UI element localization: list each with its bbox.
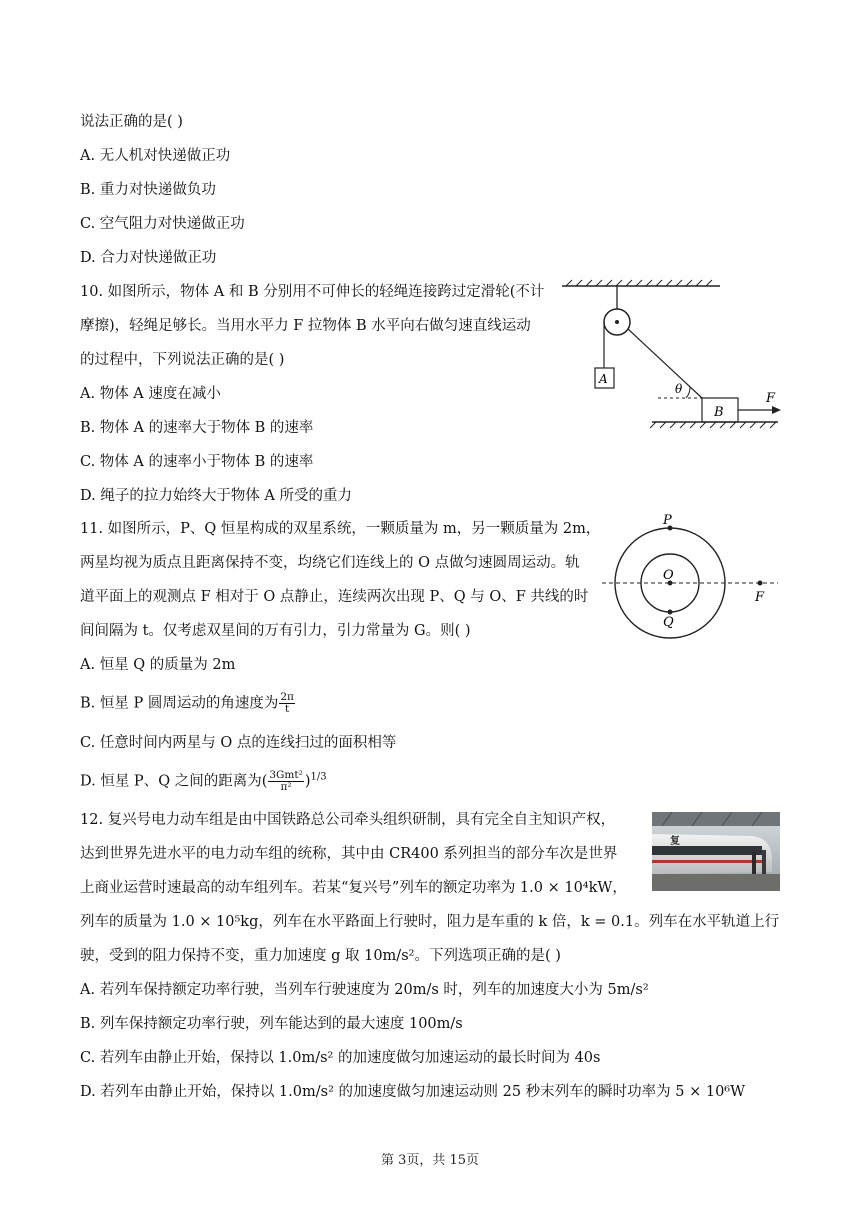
q11-stem-line-3: 道平面上的观测点 F 相对于 O 点静止，连续两次出现 P、Q 与 O、F 共线的时 (80, 589, 589, 605)
q12-option-a: A. 若列车保持额定功率行驶，当列车行驶速度为 20m/s 时，列车的加速度大小为 5m/s² (80, 982, 649, 998)
fraction-denominator: π² (280, 781, 292, 793)
fraction-numerator: 3Gmt² (269, 769, 303, 781)
q10-option-c: C. 物体 A 的速率小于物体 B 的速率 (80, 454, 314, 470)
q10-stem-line-3: 的过程中，下列说法正确的是( ) (80, 352, 285, 368)
q12-stem-line-4: 列车的质量为 1.0 × 10⁵kg，列车在水平路面上行驶时，阻力是车重的 k 倍，k = 0.1。列车在水平轨道上行 (80, 914, 780, 930)
q12-stem-line-2: 达到世界先进水平的电力动车组的统称，其中由 CR400 系列担当的部分车次是世界 (80, 846, 618, 862)
q9-option-d: D. 合力对快递做正功 (80, 250, 217, 266)
binary-star-diagram (600, 512, 790, 647)
fraction-denominator: t (285, 703, 290, 715)
q11-option-b (80, 692, 296, 715)
angular-velocity-fraction (279, 692, 295, 715)
q10-option-b: B. 物体 A 的速率大于物体 B 的速率 (80, 420, 314, 436)
q10-stem-line-2: 摩擦)，轻绳足够长。当用水平力 F 拉物体 B 水平向右做匀速直线运动 (80, 318, 531, 334)
q11-option-b-text: B. 恒星 P 圆周运动的角速度为 (80, 695, 279, 712)
q10-option-d: D. 绳子的拉力始终大于物体 A 所受的重力 (80, 488, 353, 504)
q12-stem-line-5: 驶，受到的阻力保持不变，重力加速度 g 取 10m/s²。下列选项正确的是( ) (80, 948, 561, 964)
observer-f-label: F (755, 590, 765, 605)
closing-paren: ) (304, 773, 311, 790)
fraction-numerator: 2π (280, 691, 294, 703)
block-a-label: A (599, 372, 608, 386)
theta-label: θ (675, 382, 683, 396)
distance-fraction (268, 770, 303, 793)
q11-stem-line-2: 两星均视为质点且距离保持不变，均绕它们连线上的 O 点做匀速圆周运动。轨 (80, 555, 580, 571)
block-b-label: B (714, 405, 724, 420)
q11-option-a: A. 恒星 Q 的质量为 2m (80, 657, 236, 673)
q11-option-d-text: D. 恒星 P、Q 之间的距离为( (80, 773, 268, 790)
page-footer: 第 3页，共 15页 (380, 1153, 480, 1168)
star-q-label: Q (663, 615, 674, 630)
q9-stem-end: 说法正确的是( ) (80, 114, 183, 130)
q10-stem-line-1: 10. 如图所示，物体 A 和 B 分别用不可伸长的轻绳连接跨过定滑轮(不计 (80, 284, 545, 300)
star-p-label: P (663, 513, 672, 528)
q12-option-d: D. 若列车由静止开始，保持以 1.0m/s² 的加速度做匀加速运动则 25 秒末列车的瞬时功率为 5 × 10⁶W (80, 1084, 746, 1100)
q11-stem-line-4: 间间隔为 t。仅考虑双星间的万有引力，引力常量为 G。则( ) (80, 623, 471, 639)
force-f-label: F (766, 391, 776, 406)
exponent: 1/3 (310, 771, 327, 783)
q9-option-a: A. 无人机对快递做正功 (80, 148, 231, 164)
q12-stem-line-1: 12. 复兴号电力动车组是由中国铁路总公司牵头组织研制，具有完全自主知识产权， (80, 812, 616, 828)
q10-option-a: A. 物体 A 速度在减小 (80, 386, 221, 402)
pulley-diagram (560, 276, 785, 436)
center-o-label: O (663, 568, 674, 583)
q11-option-d (80, 770, 327, 793)
q12-stem-line-3: 上商业运营时速最高的动车组列车。若某“复兴号”列车的额定功率为 1.0 × 10⁴kW， (80, 880, 627, 896)
train-logo-text: 复 (670, 836, 680, 847)
train-photo (652, 812, 780, 891)
q9-option-b: B. 重力对快递做负功 (80, 182, 216, 198)
q12-option-b: B. 列车保持额定功率行驶，列车能达到的最大速度 100m/s (80, 1016, 463, 1032)
q11-stem-line-1: 11. 如图所示，P、Q 恒星构成的双星系统，一颗质量为 m，另一颗质量为 2m， (80, 521, 601, 537)
q9-option-c: C. 空气阻力对快递做正功 (80, 216, 245, 232)
q11-option-c: C. 任意时间内两星与 O 点的连线扫过的面积相等 (80, 735, 397, 751)
q12-option-c: C. 若列车由静止开始，保持以 1.0m/s² 的加速度做匀加速运动的最长时间为 40s (80, 1050, 601, 1066)
